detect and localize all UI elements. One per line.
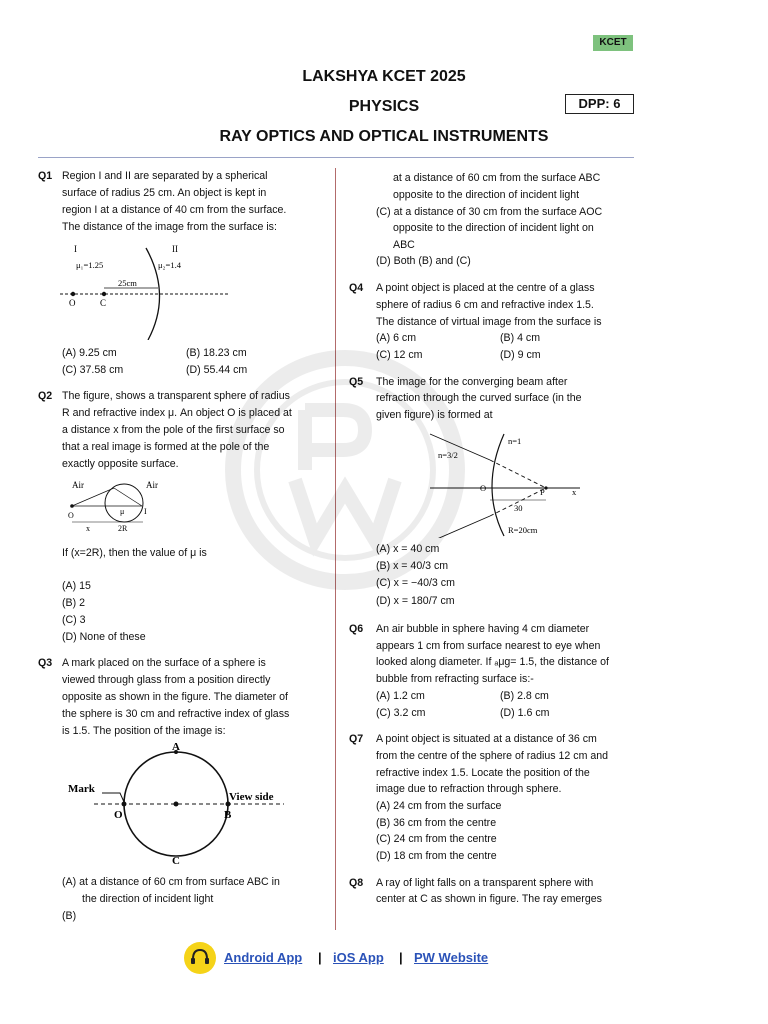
q3-figure [64,740,294,866]
svg-text:n=1: n=1 [508,436,522,446]
q3-option-a[interactable]: (A) at a distance of 60 cm from surface ABC in [62,876,280,888]
q2-question: If (x=2R), then the value of μ is [62,547,207,559]
q4-line: sphere of radius 6 cm and refractive index 1.5. [376,299,594,311]
svg-text:μ₁=1.25: μ₁=1.25 [76,260,104,270]
q3-line: is 1.5. The position of the image is: [62,725,226,737]
q7-line: from the centre of the sphere of radius 12 cm and [376,750,609,762]
q3-option-c[interactable]: (C) at a distance of 30 cm from the surface AOC [376,206,603,218]
q8-line: A ray of light falls on a transparent sphere with [376,877,594,889]
q4-option-c[interactable]: (C) 12 cm [376,349,423,361]
q8-line: center at C as shown in figure. The ray emerges [376,893,602,905]
q2-line: R and refractive index μ. An object O is placed at [62,407,292,419]
dpp-badge: DPP: 6 [565,94,634,114]
q5-line: refraction through the curved surface (in the [376,392,582,404]
q5-line: given figure) is formed at [376,409,493,421]
q1-line: surface of radius 25 cm. An object is kept in [62,187,267,199]
q6-option-d[interactable]: (D) 1.6 cm [500,707,550,719]
q5-option-d[interactable]: (D) x = 180/7 cm [376,595,455,607]
q4-option-a[interactable]: (A) 6 cm [376,332,417,344]
svg-text:μ₂=1.4: μ₂=1.4 [158,260,181,270]
page-title: LAKSHYA KCET 2025 [302,68,466,85]
svg-text:O: O [114,809,123,821]
q3-option-b[interactable]: (B) [62,910,77,922]
q5-option-c[interactable]: (C) x = −40/3 cm [376,577,455,589]
q7-number: Q7 [349,733,364,745]
q7-option-b[interactable]: (B) 36 cm from the centre [376,817,497,829]
q2-option-a[interactable]: (A) 15 [62,580,91,592]
q7-option-d[interactable]: (D) 18 cm from the centre [376,850,497,862]
q6-line: looked along diameter. If ₐμg= 1.5, the distance of [376,656,609,668]
q3-option-a-cont: the direction of incident light [82,893,214,905]
q2-line: a distance x from the pole of the first surface so [62,424,285,436]
q3-option-b-text[interactable]: at a distance of 60 cm from the surface ABC [393,172,601,184]
chapter-title: RAY OPTICS AND OPTICAL INSTRUMENTS [219,128,549,145]
q6-line: appears 1 cm from surface nearest to eye when [376,640,601,652]
svg-text:C: C [100,298,107,308]
q1-option-d[interactable]: (D) 55.44 cm [186,364,248,376]
svg-text:I: I [74,244,77,254]
svg-text:O: O [69,298,76,308]
svg-text:30: 30 [514,503,523,513]
svg-text:A: A [172,741,180,753]
q1-figure [60,240,240,340]
q3-line: A mark placed on the surface of a sphere is [62,657,266,669]
svg-text:II: II [172,244,178,254]
svg-text:I: I [144,507,147,516]
q6-option-a[interactable]: (A) 1.2 cm [376,690,425,702]
svg-text:2R: 2R [118,524,128,533]
q1-option-c[interactable]: (C) 37.58 cm [62,364,124,376]
svg-text:R=20cm: R=20cm [508,525,538,535]
android-app-link[interactable]: Android App [224,950,303,965]
header-divider [38,157,634,158]
q2-figure [64,478,174,534]
q6-number: Q6 [349,623,364,635]
q4-number: Q4 [349,282,364,294]
q6-option-c[interactable]: (C) 3.2 cm [376,707,426,719]
q4-option-b[interactable]: (B) 4 cm [500,332,541,344]
ios-app-link[interactable]: iOS App [333,950,384,965]
q1-line: The distance of the image from the surface is: [62,221,277,233]
q2-option-c[interactable]: (C) 3 [62,614,86,626]
q2-line: that a real image is formed at the pole of the [62,441,270,453]
q2-option-b[interactable]: (B) 2 [62,597,85,609]
svg-text:x: x [572,487,577,497]
q4-line: A point object is placed at the centre of a glass [376,282,595,294]
footer-links [0,950,768,970]
q3-line: viewed through glass from a position directly [62,674,271,686]
svg-text:B: B [224,809,232,821]
kcet-tag: KCET [593,35,633,51]
q2-line: The figure, shows a transparent sphere of radius [62,390,290,402]
svg-text:P: P [540,487,545,497]
svg-text:Air: Air [72,480,84,490]
q3-line: the sphere is 30 cm and refractive index of glass [62,708,290,720]
q4-option-d[interactable]: (D) 9 cm [500,349,541,361]
q1-option-a[interactable]: (A) 9.25 cm [62,347,117,359]
q3-option-c-cont: ABC [393,239,415,251]
svg-text:C: C [172,855,180,866]
q1-line: Region I and II are separated by a spherical [62,170,268,182]
svg-text:x: x [86,524,90,533]
q2-line: exactly opposite surface. [62,458,179,470]
q3-option-c-cont: opposite to the direction of incident light on [393,222,594,234]
q3-option-b-cont: opposite to the direction of incident light [393,189,580,201]
q5-figure [428,428,588,538]
q4-line: The distance of virtual image from the surface is [376,316,602,328]
svg-text:O: O [480,483,487,493]
q1-line: region I at a distance of 40 cm from the surface. [62,204,287,216]
svg-text:n=3/2: n=3/2 [438,450,458,460]
q2-option-d[interactable]: (D) None of these [62,631,146,643]
svg-text:μ: μ [120,507,125,516]
svg-text:Air: Air [146,480,158,490]
svg-text:25cm: 25cm [118,278,137,288]
svg-text:O: O [68,511,74,520]
q7-line: image due to refraction through sphere. [376,783,562,795]
footer-separator: | [399,950,403,965]
q3-option-d[interactable]: (D) Both (B) and (C) [376,255,471,267]
q5-option-a[interactable]: (A) x = 40 cm [376,543,440,555]
svg-text:View side: View side [229,791,274,803]
q6-line: An air bubble in sphere having 4 cm diameter [376,623,590,635]
q7-line: A point object is situated at a distance of 36 cm [376,733,597,745]
q5-line: The image for the converging beam after [376,376,568,388]
svg-text:Mark: Mark [68,783,95,795]
q6-line: bubble from refracting surface is:- [376,673,534,685]
q6-option-b[interactable]: (B) 2.8 cm [500,690,549,702]
q2-number: Q2 [38,390,53,402]
pw-website-link[interactable]: PW Website [414,950,489,965]
footer-separator: | [318,950,322,965]
q3-number: Q3 [38,657,53,669]
q7-line: refractive index 1.5. Locate the position of the [376,767,590,779]
q7-option-a[interactable]: (A) 24 cm from the surface [376,800,502,812]
q5-option-b[interactable]: (B) x = 40/3 cm [376,560,449,572]
q5-number: Q5 [349,376,364,388]
q1-option-b[interactable]: (B) 18.23 cm [186,347,247,359]
subject-title: PHYSICS [348,98,420,115]
q3-line: opposite as shown in the figure. The diameter of [62,691,288,703]
q7-option-c[interactable]: (C) 24 cm from the centre [376,833,497,845]
q8-number: Q8 [349,877,364,889]
q1-number: Q1 [38,170,53,182]
